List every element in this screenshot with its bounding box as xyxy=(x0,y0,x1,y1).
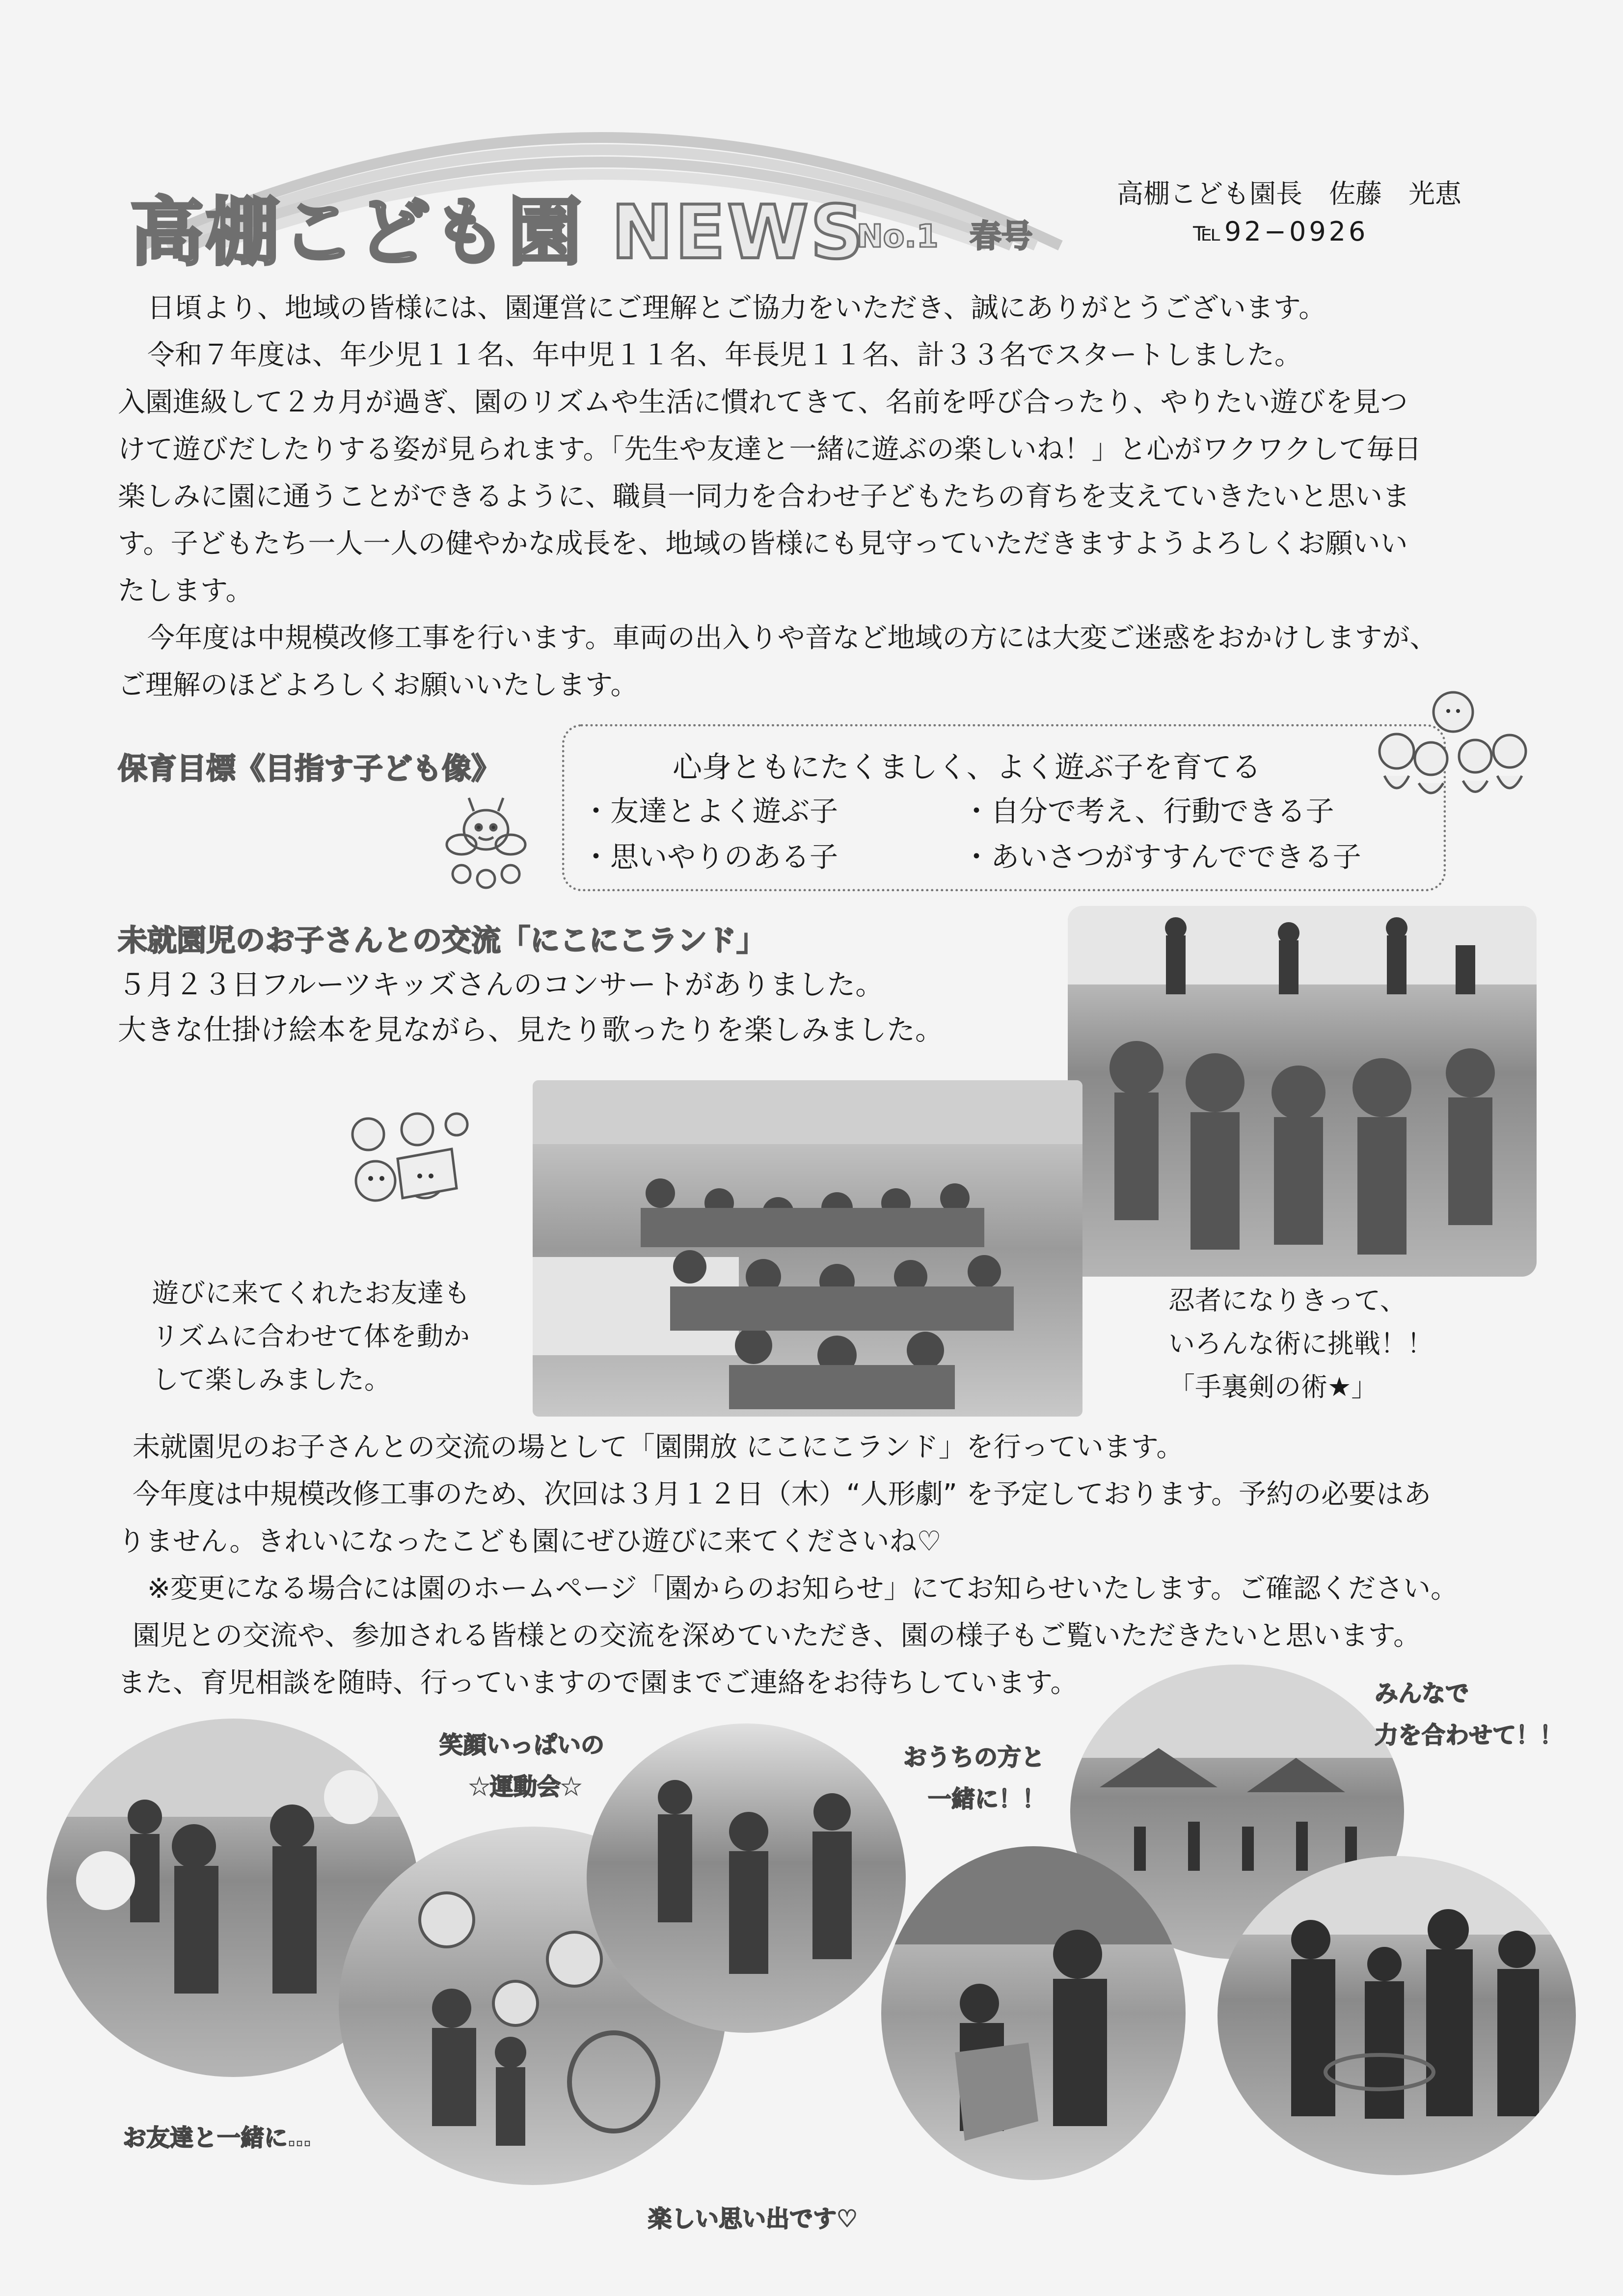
tag-together-2: 力を合わせて！！ xyxy=(1375,1722,1564,1749)
tag-smile-1: 笑顔いっぱいの xyxy=(439,1731,605,1759)
tag-family-1: おうちの方と xyxy=(903,1744,1045,1771)
intro-line: 日頃より、地域の皆様には、園運営にご理解とご協力をいただき、誠にありがとうございます。 xyxy=(147,292,1326,324)
goal-item: ・友達とよく遊ぶ子 xyxy=(582,794,839,828)
exchange-line: 園児との交流や、参加される皆様との交流を深めていただき、園の様子もご覧いただきたいと思います。 xyxy=(133,1620,1421,1652)
children-illustration xyxy=(1370,683,1532,805)
intro-line: 入園進級して２カ月が過ぎ、園のリズムや生活に慣れてきて、名前を呼び合ったり、やりたい遊びを見つ xyxy=(118,386,1408,418)
caption-line: して楽しみました。 xyxy=(152,1364,391,1395)
intro-line: ご理解のほどよろしくお願いいたします。 xyxy=(118,669,638,701)
intro-line: す。子どもたち一人一人の健やかな成長を、地域の皆様にも見守っていただきますようよろしくお願いい xyxy=(118,528,1408,560)
concert-photo xyxy=(1068,906,1537,1277)
tag-smile-2: ★運動会★ xyxy=(469,1773,582,1801)
caption-line: 遊びに来てくれたお友達も xyxy=(152,1278,470,1309)
issue-number: No.1 春号 xyxy=(857,219,1033,255)
bee-illustration xyxy=(432,791,540,894)
intro-line: たします。 xyxy=(118,575,253,607)
principal-name: 高棚こども園長 佐藤 光恵 xyxy=(1117,178,1461,209)
goal-item: ・自分で考え、行動できる子 xyxy=(962,794,1334,828)
sack-race-photo xyxy=(881,1846,1186,2180)
caption-line: 忍者になりきって、 xyxy=(1168,1285,1407,1316)
niko-picturebook-line: 大きな仕掛け絵本を見ながら、見たり歌ったりを楽しみました。 xyxy=(118,1013,944,1046)
telephone-number: ℡92−0926 xyxy=(1193,216,1369,247)
running-photo xyxy=(587,1723,906,2033)
intro-line: 楽しみに園に通うことができるように、職員一同力を合わせ子どもたちの育ちを支えていきたいと思いま xyxy=(118,481,1410,513)
intro-line: 今年度は中規模改修工事を行います。車両の出入りや音など地域の方には大変ご迷惑をおかけしますが、 xyxy=(147,622,1437,654)
audience-photo xyxy=(533,1080,1082,1417)
exchange-line: 今年度は中規模改修工事のため、次回は３月１２日（木）“人形劇” を予定しております。予約の必要はあ xyxy=(133,1478,1432,1510)
tag-memories: 楽しい思い出です♡ xyxy=(648,2205,858,2233)
exchange-line: 未就園児のお子さんとの交流の場として「園開放 にこにこランド」を行っています。 xyxy=(133,1431,1184,1463)
hoop-photo xyxy=(1217,1856,1576,2175)
exchange-line: ※変更になる場合には園のホームページ「園からのお知らせ」にてお知らせいたします。ご確認ください。 xyxy=(147,1573,1458,1605)
goal-item: ・あいさつがすすんでできる子 xyxy=(962,840,1361,874)
caption-line: リズムに合わせて体を動か xyxy=(152,1321,470,1352)
tag-friends: お友達と一緒に… xyxy=(123,2124,312,2152)
kids-drum-illustration xyxy=(339,1090,481,1208)
goals-heading: 保育目標《目指す子ども像》 xyxy=(118,752,501,786)
caption-line: 「手裏剣の術★」 xyxy=(1168,1371,1378,1402)
exchange-line: また、育児相談を随時、行っていますので園までご連絡をお待ちしています。 xyxy=(118,1667,1078,1699)
goal-item: ・思いやりのある子 xyxy=(582,840,839,874)
newsletter-title: 高棚こども園 NEWS xyxy=(130,190,866,275)
intro-line: 令和７年度は、年少児１１名、年中児１１名、年長児１１名、計３３名でスタートしました。 xyxy=(147,339,1302,371)
tag-together-1: みんなで xyxy=(1375,1680,1469,1707)
caption-line: いろんな術に挑戦！！ xyxy=(1168,1328,1434,1359)
exchange-line: りません。きれいになったこども園にぜひ遊びに来てくださいね♡ xyxy=(118,1526,942,1558)
intro-line: けて遊びだしたりする姿が見られます。「先生や友達と一緒に遊ぶの楽しいね！」と心がワクワクして毎日 xyxy=(118,434,1422,465)
goals-main-statement: 心身ともにたくましく、よく遊ぶ子を育てる xyxy=(673,750,1261,785)
niko-concert-line: ５月２３日フルーツキッズさんのコンサートがありました。 xyxy=(118,968,884,1001)
niko-heading: 未就園児のお子さんとの交流「にこにこランド」 xyxy=(118,924,766,958)
tag-family-2: 一緒に！！ xyxy=(928,1785,1046,1813)
